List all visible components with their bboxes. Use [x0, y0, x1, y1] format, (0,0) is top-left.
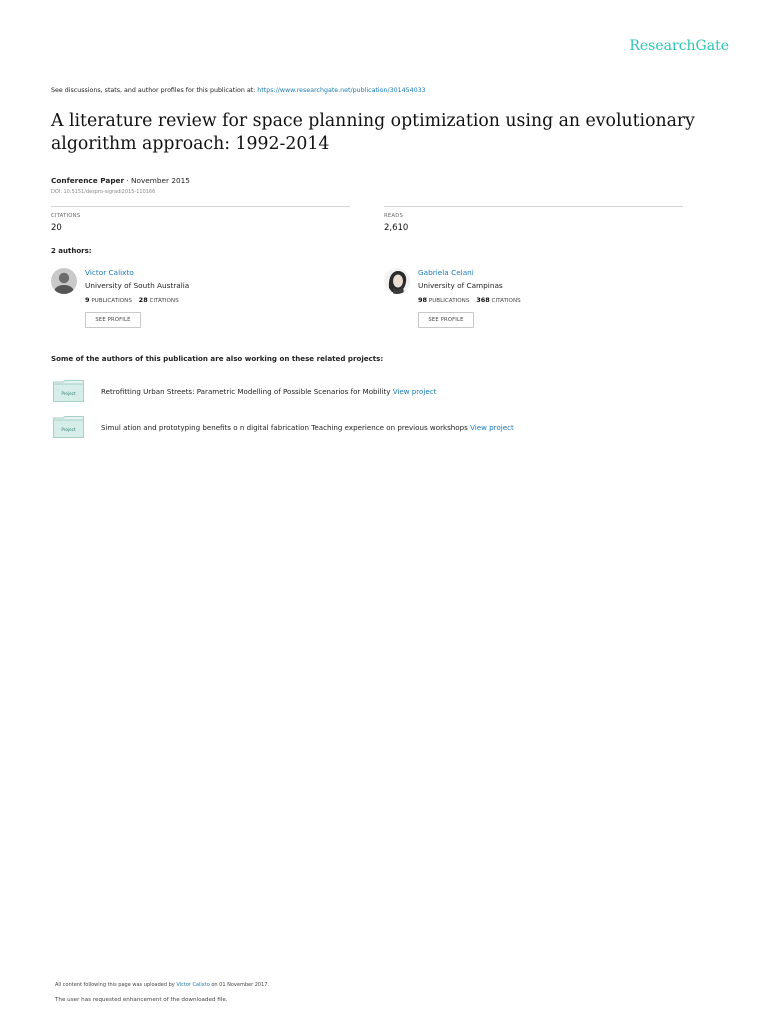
enhancement-note: The user has requested enhancement of the downloaded file.: [55, 997, 228, 1003]
reads-divider: [384, 206, 683, 207]
author-avatar-calixto[interactable]: [51, 268, 77, 294]
publication-type: Conference Paper: [51, 176, 125, 185]
author-citations-count: 28: [138, 296, 148, 304]
project-folder-icon[interactable]: [53, 380, 84, 402]
author-avatar-celani[interactable]: [384, 268, 410, 294]
project-title: Simul ation and prototyping benefits o n digital fabrication Teaching experience on previous workshops: [101, 423, 471, 432]
publication-url-link[interactable]: https://www.researchgate.net/publication/301454033: [257, 87, 426, 94]
related-project-item: [101, 387, 436, 396]
author-publications-label: PUBLICATIONS: [91, 298, 132, 304]
publication-date: · November 2015: [124, 176, 190, 185]
view-project-link[interactable]: View project: [470, 423, 514, 432]
publication-title: A literature review for space planning optimization using an evolutionary algorithm approach: 1992-2014: [51, 111, 695, 154]
view-project-link[interactable]: View project: [392, 387, 437, 396]
author-publications-count: 98: [418, 296, 428, 304]
uploader-link[interactable]: Victor Calixto: [176, 982, 210, 988]
author-stats: [85, 296, 184, 304]
avatar-photo-icon: [51, 268, 77, 294]
see-profile-button-calixto[interactable]: SEE PROFILE: [85, 312, 141, 328]
author-publications-label: PUBLICATIONS: [428, 298, 470, 304]
see-profile-button-celani[interactable]: SEE PROFILE: [418, 312, 474, 328]
author-citations-count: 368: [476, 296, 490, 304]
citations-count: 20: [51, 223, 62, 233]
discussion-note: [51, 87, 426, 94]
project-title: Retrofitting Urban Streets: Parametric Modelling of Possible Scenarios for Mobility: [101, 387, 393, 396]
related-project-item: [101, 423, 514, 432]
authors-header: 2 authors:: [51, 247, 92, 255]
author-affiliation: University of Campinas: [418, 281, 503, 290]
project-folder-icon[interactable]: [53, 416, 84, 438]
citations-label: CITATIONS: [51, 213, 81, 219]
avatar-photo-icon: [384, 268, 410, 294]
author-affiliation: University of South Australia: [85, 281, 190, 290]
author-name-link[interactable]: Victor Calixto: [85, 268, 134, 277]
folder-icon: [53, 416, 84, 438]
author-citations-label: CITATIONS: [491, 298, 521, 304]
folder-icon: [53, 380, 84, 402]
author-name-link[interactable]: Gabriela Celani: [418, 268, 474, 277]
folder-label: Project: [61, 427, 76, 432]
folder-label: Project: [61, 391, 76, 396]
reads-count: 2,610: [384, 223, 409, 233]
related-projects-header: Some of the authors of this publication are also working on these related projects:: [51, 354, 384, 363]
publication-doi: DOI: 10.5151/despro-sigradi2015-110166: [51, 189, 156, 195]
upload-prefix: All content following this page was uploaded by: [55, 982, 177, 988]
discussion-text: See discussions, stats, and author profiles for this publication at:: [51, 87, 258, 94]
citations-divider: [51, 206, 350, 207]
author-publications-count: 9: [85, 296, 90, 304]
reads-label: READS: [384, 213, 404, 219]
researchgate-logo[interactable]: ResearchGate: [629, 38, 729, 54]
upload-suffix: on 01 November 2017.: [209, 982, 270, 988]
upload-note: [55, 982, 269, 988]
publication-meta: [51, 176, 190, 185]
author-stats: [418, 296, 526, 304]
author-citations-label: CITATIONS: [149, 298, 179, 304]
